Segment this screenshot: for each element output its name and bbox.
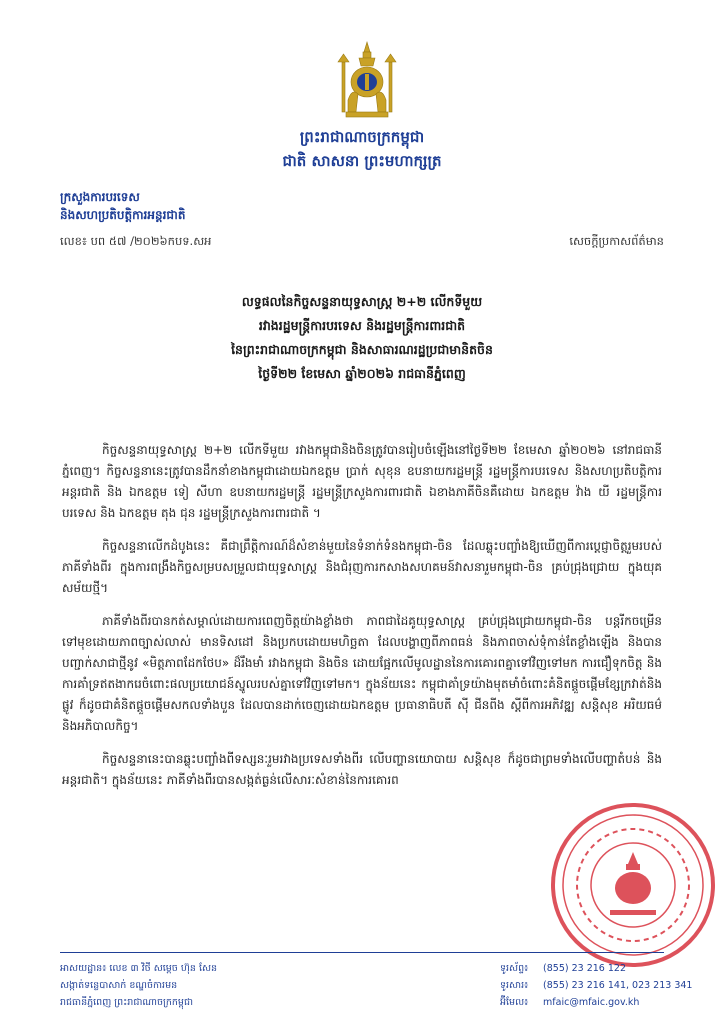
address-line-3: រាជធានីភ្នំពេញ ព្រះរាជាណាចក្រកម្ពុជា xyxy=(60,997,193,1008)
address-line-2: សង្កាត់ទន្លេបាសាក់ ខណ្ឌចំការមន xyxy=(60,980,178,991)
body-text xyxy=(62,440,662,803)
title-line-3: នៃព្រះរាជាណាចក្រកម្ពុជា និងសាធារណរដ្ឋប្រជាមានិតចិន xyxy=(231,342,493,357)
document-title xyxy=(0,290,724,386)
footer-contacts xyxy=(500,960,692,1011)
ministry-name-line1: ក្រសួងការបរទេស xyxy=(60,190,140,204)
royal-coat-of-arms-icon xyxy=(332,40,402,120)
kingdom-heading: ព្រះរាជាណាចក្រកម្ពុជា xyxy=(299,128,425,146)
ministry-name-line2: និងសហប្រតិបត្តិការអន្តរជាតិ xyxy=(60,208,186,222)
email-link[interactable]: mfaic@mfaic.gov.kh xyxy=(543,997,640,1008)
footer-address xyxy=(60,960,217,1011)
email-row xyxy=(500,994,692,1011)
address-line-1: អាសយដ្ឋាន៖ លេខ ៣ វិថី សម្តេច ហ៊ុន សែន xyxy=(60,963,218,974)
fax-label: ទូរសារ៖ xyxy=(500,980,529,991)
document-type: សេចក្តីប្រកាសព័ត៌មាន xyxy=(569,234,664,248)
fax-value: (855) 23 216 141, 023 213 341 xyxy=(543,980,693,991)
paragraph-4: កិច្ចសន្ទនានេះបានឆ្លុះបញ្ចាំងពីទស្សនៈរួមរវាងប្រទេសទាំងពីរ លើបញ្ហានយោបាយ សន្តិសុខ ក៏ដូចជាព្រមទាំងលើបញ្ហាតំបន់ និងអន្តរជាតិ។ ក្នុងន័យនេះ ភាគីទាំងពីរបានសង្កត់ធ្ងន់លើសារៈសំខាន់នៃការគោរព xyxy=(62,752,662,787)
phone-label: ទូរស័ព្ទ៖ xyxy=(500,963,529,974)
title-line-1: លទ្ធផលនៃកិច្ចសន្ទនាយុទ្ធសាស្ត្រ ២+២ លើកទីមួយ xyxy=(241,294,483,309)
phone-value: (855) 23 216 122 xyxy=(543,963,626,974)
fax-row xyxy=(500,977,692,994)
ministry-name xyxy=(60,188,185,224)
title-line-4: ថ្ងៃទី២២ ខែមេសា ឆ្នាំ២០២៦ រាជធានីភ្នំពេញ xyxy=(258,366,466,381)
paragraph-1: កិច្ចសន្ទនាយុទ្ធសាស្ត្រ ២+២ លើកទីមួយ រវាងកម្ពុជានិងចិនត្រូវបានរៀបចំឡើងនៅថ្ងៃទី២២ ខែមេសា ឆ្នាំ២០២៦ នៅរាជធានីភ្នំពេញ។ កិច្ចសន្ទនានេះត្រូវបានដឹកនាំខាងកម្ពុជាដោយឯកឧត្តម ប្រាក់ សុខុន ឧបនាយករដ្ឋមន្ត្រី រដ្ឋមន្ត្រីការបរទេស និងសហប្រតិបត្តិការអន្តរជាតិ និង ឯកឧត្តម ទៀ សីហា ឧបនាយករដ្ឋមន្ត្រី រដ្ឋមន្ត្រីក្រសួងការពារជាតិ ឯខាងភាគីចិនគឺដោយ ឯកឧត្តម វ៉ាង យី រដ្ឋមន្ត្រីការបរទេស និង ឯកឧត្តម តុង ជុន រដ្ឋមន្ត្រីក្រសួងការពារជាតិ ។ xyxy=(62,443,662,520)
paragraph-3: ភាគីទាំងពីរបានកត់សម្គាល់ដោយការពេញចិត្តយ៉ាងខ្លាំងថា ភាពជាដៃគូយុទ្ធសាស្ត្រ គ្រប់ជ្រុងជ្រោយកម្ពុជា-ចិន បន្តរីកចម្រើនទៅមុខដោយភាពច្បាស់លាស់ មានទិសដៅ និងប្រកបដោយមហិច្ឆតា ដែលបង្ហាញពីភាពធន់ និងភាពចាស់ទុំកាន់តែខ្លាំងឡើង និងបានបញ្ជាក់សាជាថ្មីនូវ «មិត្តភាពដែកថែប» ដ៏រឹងមាំ រវាងកម្ពុជា និងចិន ដោយផ្អែកលើមូលដ្ឋាននៃការគោរពគ្នាទៅវិញទៅមក ការជឿទុកចិត្ត និងការគាំទ្រឥតងាករេចំពោះផលប្រយោជន៍ស្នូលរបស់គ្នាទៅវិញទៅមក។ ក្នុងន័យនេះ កម្ពុជាគាំទ្រយ៉ាងមុតមាំចំពោះគំនិតផ្តួចផ្តើមខ្សែក្រវាត់និងផ្លូវ ក៏ដូចជាគំនិតផ្តួចផ្តើមសកលទាំងបួន ដែលបានដាក់ចេញដោយឯកឧត្តម ប្រធានាធិបតី ស៊ី ជីនពីង ស្តីពីការអភិវឌ្ឍ សន្តិសុខ អរិយធម៌និងអភិបាលកិច្ច។ xyxy=(62,614,662,733)
national-motto: ជាតិ សាសនា ព្រះមហាក្សត្រ xyxy=(282,152,442,170)
email-label: អ៊ីមែល៖ xyxy=(500,997,529,1008)
footer-divider xyxy=(60,952,664,953)
title-line-2: រវាងរដ្ឋមន្ត្រីការបរទេស និងរដ្ឋមន្ត្រីការពារជាតិ xyxy=(258,318,466,333)
phone-row xyxy=(500,960,692,977)
paragraph-2: កិច្ចសន្ទនាលើកដំបូងនេះ គឺជាព្រឹត្តិការណ៍ដ៏សំខាន់មួយនៃទំនាក់ទំនងកម្ពុជា-ចិន ដែលឆ្លុះបញ្ចាំងឱ្យឃើញពីការប្តេជ្ញាចិត្តរួមរបស់ភាគីទាំងពីរ ក្នុងការពង្រឹងកិច្ចសម្របសម្រួលជាយុទ្ធសាស្ត្រ និងជំរុញការកសាងសហគមន៍វាសនារួមកម្ពុជា-ចិន គ្រប់ជ្រុងជ្រោយ ក្នុងយុគសម័យថ្មី។ xyxy=(62,539,662,595)
official-red-seal-icon xyxy=(548,800,718,970)
reference-number: លេខ៖ បព ៥៧ /២០២៦កបទ.សអ xyxy=(60,234,212,248)
